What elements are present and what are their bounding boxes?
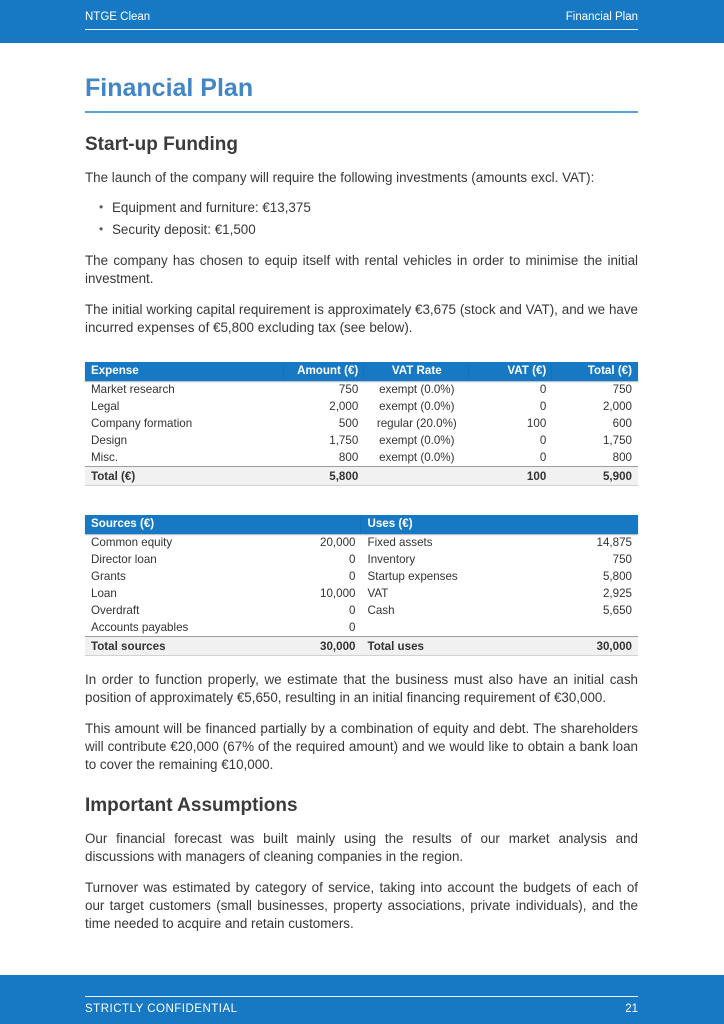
paragraph-cash-position: In order to function properly, we estimate that the business must also have an initial cash position of approximately €5,650, resulting in an initial financing requirement of €30,000. <box>85 672 638 705</box>
table-cell: 1,750 <box>602 434 632 447</box>
table-cell: Loan <box>91 587 117 600</box>
table-cell: Fixed assets <box>367 536 433 549</box>
table-row <box>85 568 638 585</box>
header-doc-name: NTGE Clean <box>85 11 151 23</box>
column-header: VAT (€) <box>469 362 552 381</box>
page-title: Financial Plan <box>85 74 638 113</box>
column-header: Amount (€) <box>284 362 364 381</box>
table-cell: exempt (0.0%) <box>379 383 455 396</box>
table-cell: 5,650 <box>602 604 632 617</box>
table-cell: 0 <box>539 400 547 413</box>
column-header: Sources (€) <box>85 515 361 534</box>
sources-uses-total-row <box>85 637 638 656</box>
paragraph-turnover: Turnover was estimated by category of service, taking into account the budgets of each of our target customers (small businesses, property associations, private individuals), and the time needed to acquire and retain customers. <box>85 880 638 931</box>
table-cell: exempt (0.0%) <box>379 434 455 447</box>
table-row <box>85 637 638 656</box>
table-row <box>85 534 638 551</box>
expenses-total-row <box>85 467 638 486</box>
page-content <box>0 43 724 975</box>
table-cell: Company formation <box>91 417 193 430</box>
expenses-table-body <box>85 381 638 467</box>
column-header: Total (€) <box>552 362 638 381</box>
table-cell: 2,000 <box>602 400 632 413</box>
table-cell: Grants <box>91 570 126 583</box>
table-row <box>85 602 638 619</box>
table-cell: 100 <box>526 417 547 430</box>
table-row <box>85 381 638 398</box>
table-cell: Common equity <box>91 536 173 549</box>
table-cell: Total sources <box>85 637 262 656</box>
footer-confidential-label: STRICTLY CONFIDENTIAL <box>85 1003 238 1015</box>
table-cell: 750 <box>338 383 359 396</box>
table-cell: Market research <box>91 383 175 396</box>
table-cell: 0 <box>349 604 356 617</box>
table-cell <box>364 467 469 486</box>
table-cell: VAT <box>367 587 389 600</box>
table-cell: 5,900 <box>552 467 638 486</box>
table-cell <box>361 619 527 637</box>
table-cell: exempt (0.0%) <box>379 400 455 413</box>
footer-page-number: 21 <box>625 1003 638 1015</box>
table-cell: Design <box>91 434 128 447</box>
paragraph-intro: The launch of the company will require the following investments (amounts excl. VAT): <box>85 170 595 185</box>
table-row <box>85 398 638 415</box>
table-row <box>85 449 638 467</box>
table-cell: 0 <box>349 553 356 566</box>
table-cell: Total uses <box>361 637 527 656</box>
table-row <box>85 415 638 432</box>
table-cell: 2,000 <box>329 400 359 413</box>
table-cell: 0 <box>349 570 356 583</box>
paragraph-rental-vehicles: The company has chosen to equip itself with rental vehicles in order to minimise the initial investment. <box>85 253 638 286</box>
table-cell: Overdraft <box>91 604 140 617</box>
header-chapter-name: Financial Plan <box>565 11 638 23</box>
sources-uses-table <box>85 515 638 656</box>
table-cell: 750 <box>612 383 632 396</box>
table-cell: Accounts payables <box>91 621 189 634</box>
table-cell: 10,000 <box>320 587 356 600</box>
table-cell: 0 <box>539 383 547 396</box>
table-cell: 800 <box>338 451 359 464</box>
table-cell: Legal <box>91 400 120 413</box>
table-cell: regular (20.0%) <box>376 417 457 430</box>
table-cell: Cash <box>367 604 395 617</box>
table-cell: 30,000 <box>262 637 362 656</box>
paragraph-working-capital: The initial working capital requirement is approximately €3,675 (stock and VAT), and we have incurred expenses of €5,800 excluding tax (see below). <box>85 302 638 335</box>
table-cell: 2,925 <box>602 587 632 600</box>
column-header: Expense <box>85 362 284 381</box>
table-cell: 0 <box>539 434 547 447</box>
table-cell: Startup expenses <box>367 570 458 583</box>
column-header: Uses (€) <box>361 515 638 534</box>
table-row <box>85 551 638 568</box>
expenses-table <box>85 362 638 486</box>
header-rule <box>85 29 638 30</box>
column-header: VAT Rate <box>364 362 469 381</box>
table-row <box>85 432 638 449</box>
table-cell: 5,800 <box>284 467 364 486</box>
table-cell: 14,875 <box>596 536 632 549</box>
paragraph-financing: This amount will be financed partially by a combination of equity and debt. The shareholders will contribute €20,000 (67% of the required amount) and we would like to obtain a bank loan to cover the remaining €10,000. <box>85 721 638 772</box>
paragraph-forecast: Our financial forecast was built mainly using the results of our market analysis and discussions with managers of cleaning companies in the region. <box>85 831 638 864</box>
table-cell: 0 <box>539 451 547 464</box>
table-cell: Director loan <box>91 553 157 566</box>
table-row <box>85 467 638 486</box>
table-cell: 1,750 <box>329 434 359 447</box>
table-cell: 600 <box>612 417 632 430</box>
table-cell: 800 <box>612 451 632 464</box>
table-cell: Total (€) <box>85 467 284 486</box>
table-cell: 500 <box>338 417 359 430</box>
table-row <box>85 619 638 637</box>
table-cell: exempt (0.0%) <box>379 451 455 464</box>
investment-bullet-list <box>85 199 638 239</box>
table-cell: 30,000 <box>527 637 638 656</box>
sources-uses-table-body <box>85 534 638 637</box>
table-cell: 100 <box>469 467 552 486</box>
table-row <box>85 585 638 602</box>
list-item: • Security deposit: €1,500 <box>99 221 638 239</box>
table-cell: Misc. <box>91 451 119 464</box>
table-cell: 20,000 <box>320 536 356 549</box>
list-item: • Equipment and furniture: €13,375 <box>99 199 638 217</box>
page-footer-bar <box>0 975 724 1024</box>
section-heading-startup-funding: Start-up Funding <box>85 134 239 155</box>
table-cell: 0 <box>349 621 356 634</box>
section-heading-important-assumptions: Important Assumptions <box>85 795 298 816</box>
table-cell: 5,800 <box>602 570 632 583</box>
footer-rule <box>85 996 638 997</box>
table-cell: Inventory <box>367 553 416 566</box>
table-cell: 750 <box>612 553 632 566</box>
page-header-bar <box>0 0 724 43</box>
sources-uses-table-header <box>85 515 638 534</box>
expenses-table-header <box>85 362 638 381</box>
table-cell <box>527 619 638 637</box>
